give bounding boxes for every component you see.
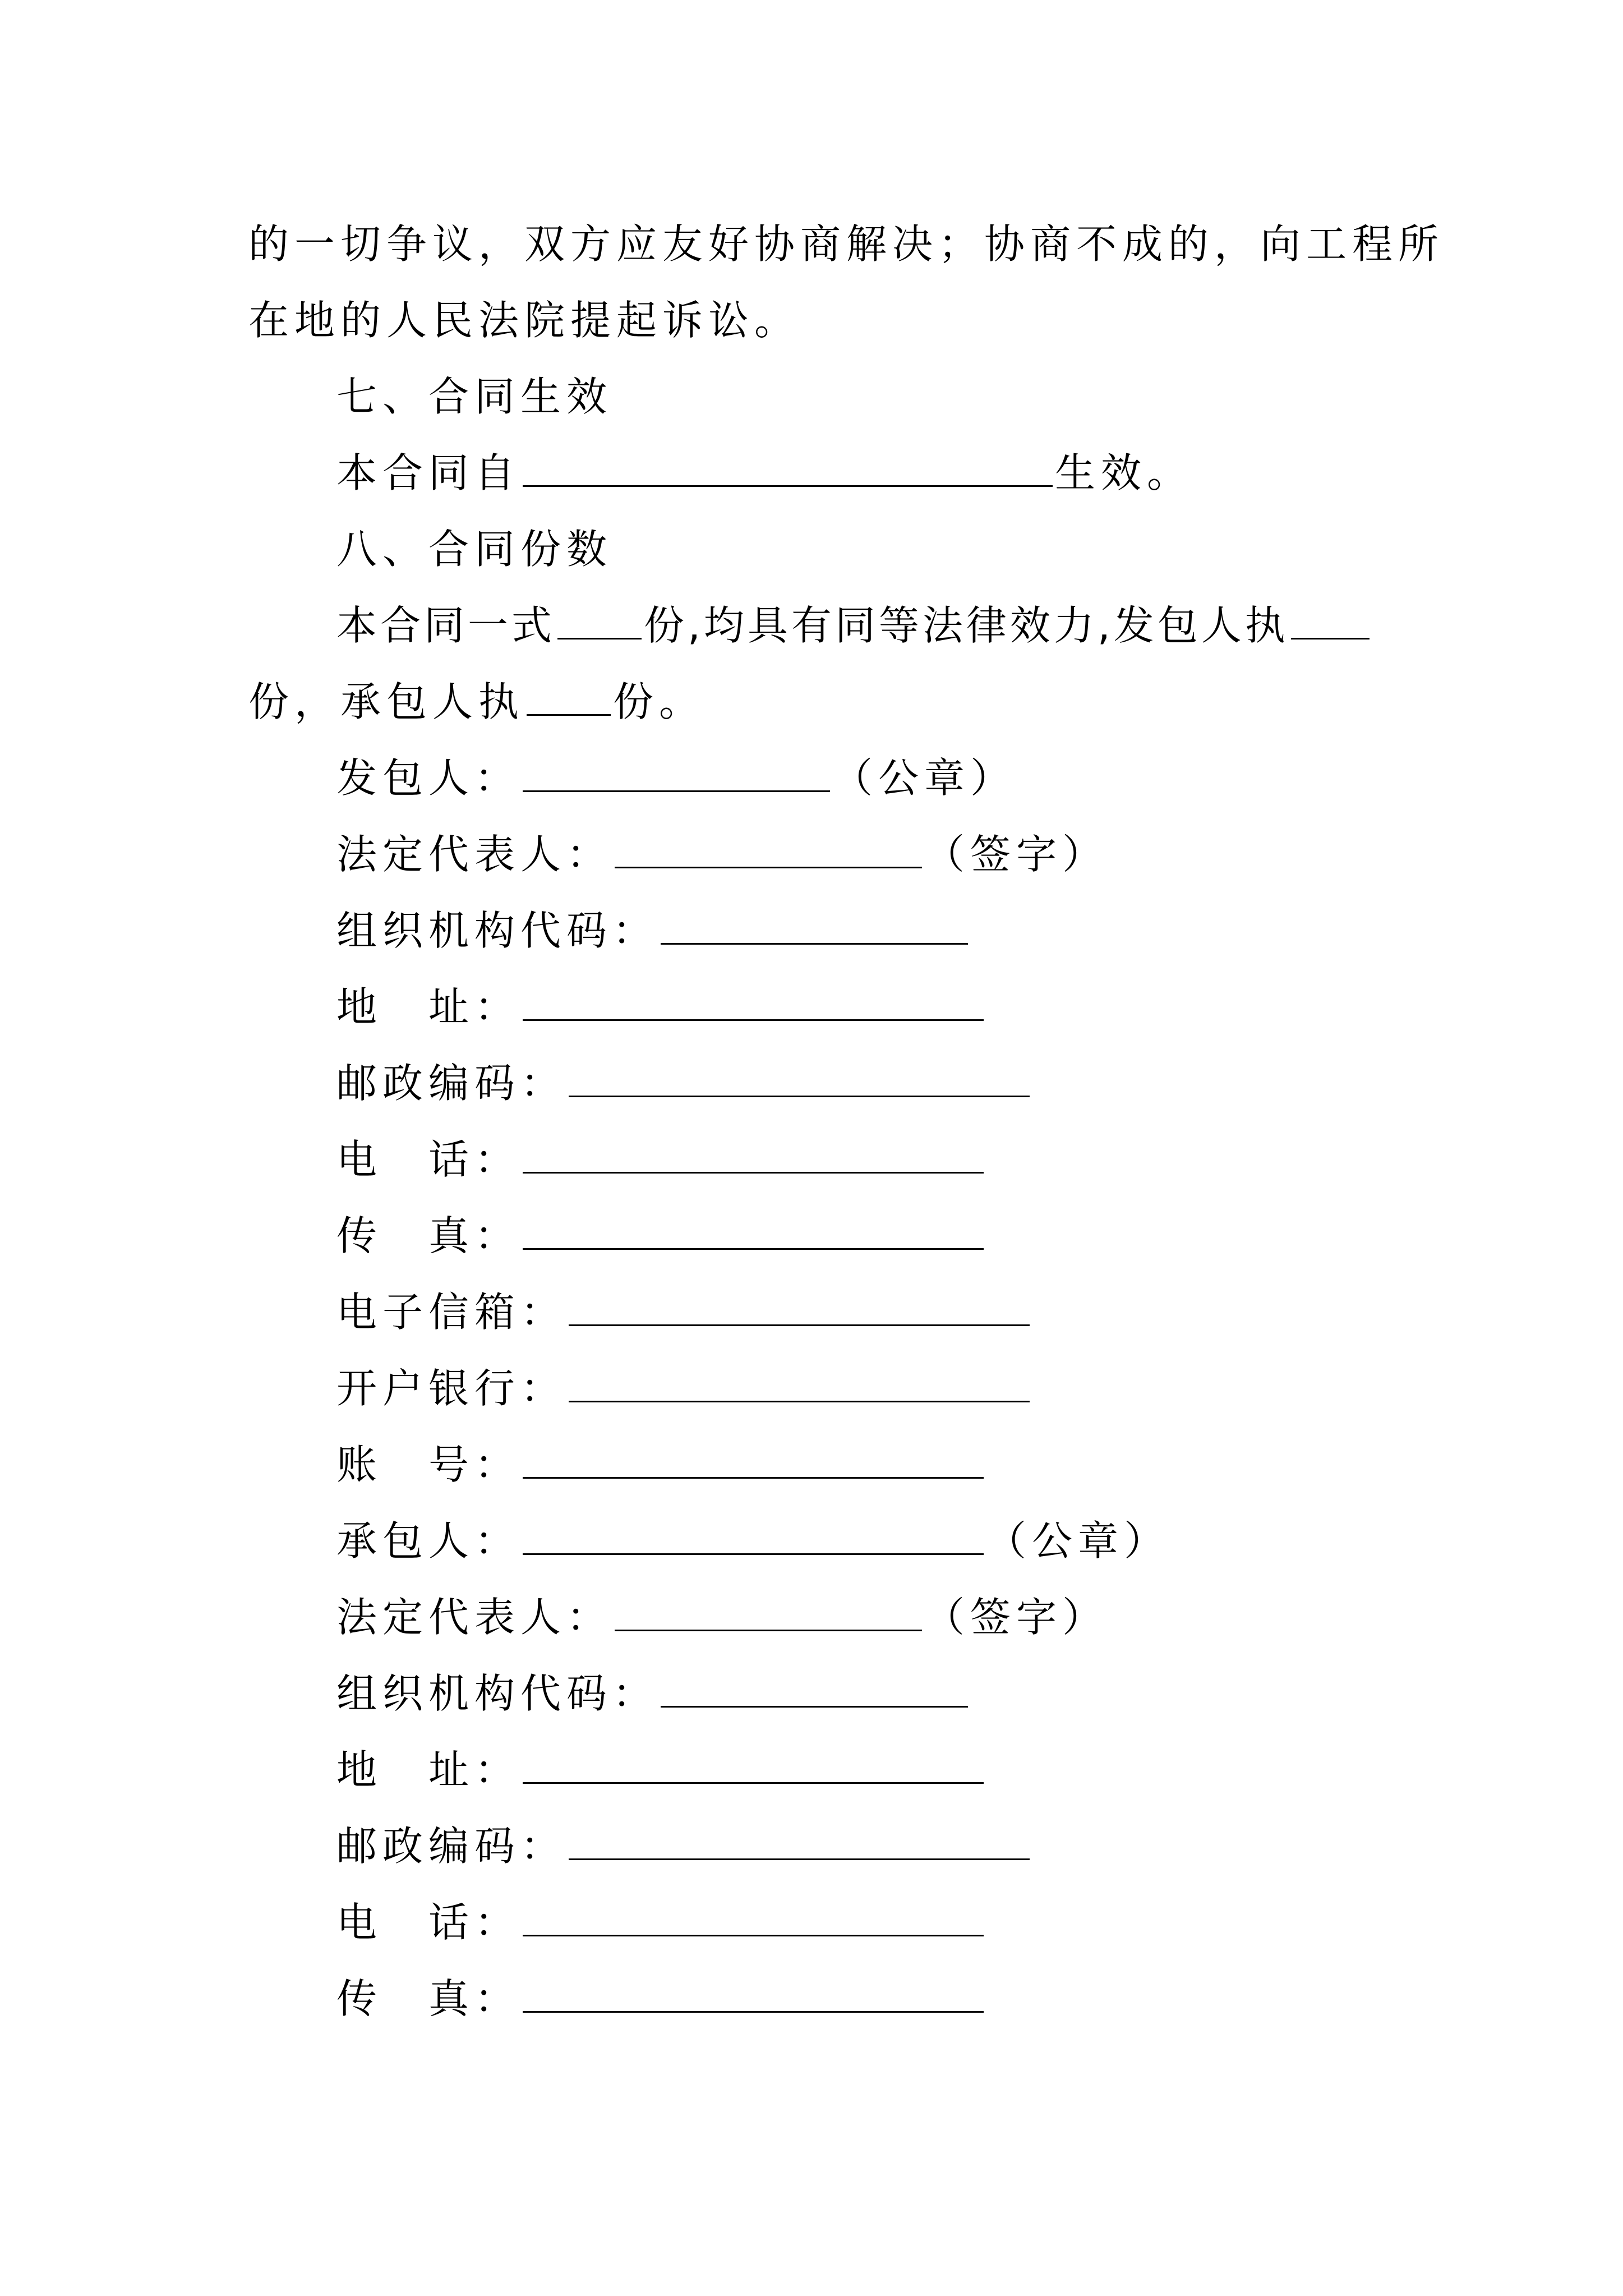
contractor-fax-row xyxy=(336,1971,1376,2027)
total-copies-field[interactable] xyxy=(557,597,642,639)
copies-text-a: 本合同一式 xyxy=(336,602,556,649)
contractor-rep-label: 法定代表人： xyxy=(336,1594,613,1641)
employer-org-code-field[interactable] xyxy=(661,903,968,945)
employer-account-field[interactable] xyxy=(523,1437,984,1479)
contractor-rep-row xyxy=(336,1589,1376,1645)
employer-email-label: 电子信箱： xyxy=(336,1289,567,1336)
employer-bank-field[interactable] xyxy=(569,1360,1030,1402)
employer-name-label: 发包人： xyxy=(336,754,521,802)
section-heading-text: 七、合同生效 xyxy=(336,373,613,420)
paragraph-text: 的一切争议，双方应友好协商解决；协商不成的，向工程所 xyxy=(248,220,1445,268)
effective-date-line xyxy=(336,445,1376,501)
employer-address-label: 地 址： xyxy=(336,983,521,1030)
contractor-phone-field[interactable] xyxy=(523,1894,984,1936)
employer-address-field[interactable] xyxy=(523,979,984,1021)
employer-phone-field[interactable] xyxy=(523,1131,984,1174)
contractor-copies-field[interactable] xyxy=(527,674,611,716)
employer-address-row xyxy=(336,979,1376,1035)
paragraph-text: 在地的人民法院提起诉讼。 xyxy=(248,297,801,344)
employer-email-row xyxy=(336,1284,1376,1340)
employer-fax-label: 传 真： xyxy=(336,1212,521,1259)
contractor-rep-field[interactable] xyxy=(615,1589,922,1631)
employer-sign-note: （签字） xyxy=(924,831,1109,878)
contractor-fax-label: 传 真： xyxy=(336,1975,521,2022)
contractor-address-label: 地 址： xyxy=(336,1746,521,1793)
employer-org-code-row xyxy=(336,903,1376,959)
employer-seal-note: （公章） xyxy=(832,754,1017,802)
contractor-name-label: 承包人： xyxy=(336,1517,521,1565)
copies-line-1 xyxy=(336,597,1376,654)
contractor-org-code-label: 组织机构代码： xyxy=(336,1670,659,1717)
effective-date-field[interactable] xyxy=(523,445,1053,487)
effective-suffix: 生效。 xyxy=(1055,449,1193,496)
employer-phone-row xyxy=(336,1131,1376,1188)
paragraph-line xyxy=(248,292,1376,348)
employer-postcode-label: 邮政编码： xyxy=(336,1060,567,1107)
contractor-name-row xyxy=(336,1513,1376,1569)
contractor-seal-note: （公章） xyxy=(986,1517,1170,1565)
employer-phone-label: 电 话： xyxy=(336,1136,521,1183)
employer-postcode-row xyxy=(336,1055,1376,1111)
employer-email-field[interactable] xyxy=(569,1284,1030,1326)
employer-account-row xyxy=(336,1437,1376,1493)
contractor-phone-row xyxy=(336,1894,1376,1950)
employer-fax-row xyxy=(336,1208,1376,1264)
contractor-org-code-row xyxy=(336,1665,1376,1722)
employer-copies-field[interactable] xyxy=(1291,597,1370,639)
paragraph-line xyxy=(248,216,1445,272)
employer-postcode-field[interactable] xyxy=(569,1055,1030,1097)
contractor-fax-field[interactable] xyxy=(523,1971,984,2013)
copies-text-d: 份。 xyxy=(613,678,706,725)
contractor-postcode-label: 邮政编码： xyxy=(336,1823,567,1870)
employer-fax-field[interactable] xyxy=(523,1208,984,1250)
contractor-org-code-field[interactable] xyxy=(661,1665,968,1708)
contractor-address-row xyxy=(336,1742,1376,1798)
section-heading xyxy=(336,369,1376,425)
employer-rep-field[interactable] xyxy=(615,826,922,868)
employer-rep-label: 法定代表人： xyxy=(336,831,613,878)
employer-account-label: 账 号： xyxy=(336,1441,521,1488)
section-heading xyxy=(336,521,1376,577)
contractor-address-field[interactable] xyxy=(523,1742,984,1784)
contractor-sign-note: （签字） xyxy=(924,1594,1109,1641)
employer-bank-row xyxy=(336,1360,1376,1416)
section-heading-text: 八、合同份数 xyxy=(336,526,613,573)
contractor-name-field[interactable] xyxy=(523,1513,984,1555)
employer-org-code-label: 组织机构代码： xyxy=(336,907,659,954)
effective-prefix: 本合同自 xyxy=(336,449,521,496)
employer-name-row xyxy=(336,750,1376,806)
employer-name-field[interactable] xyxy=(523,750,830,792)
employer-bank-label: 开户银行： xyxy=(336,1365,567,1412)
contractor-postcode-row xyxy=(336,1818,1376,1874)
copies-text-c: 份，承包人执 xyxy=(248,678,525,725)
employer-rep-row xyxy=(336,826,1376,882)
copies-text-b: 份,均具有同等法律效力,发包人执 xyxy=(644,602,1289,649)
copies-line-2 xyxy=(248,674,1376,730)
contractor-phone-label: 电 话： xyxy=(336,1899,521,1946)
contractor-postcode-field[interactable] xyxy=(569,1818,1030,1860)
